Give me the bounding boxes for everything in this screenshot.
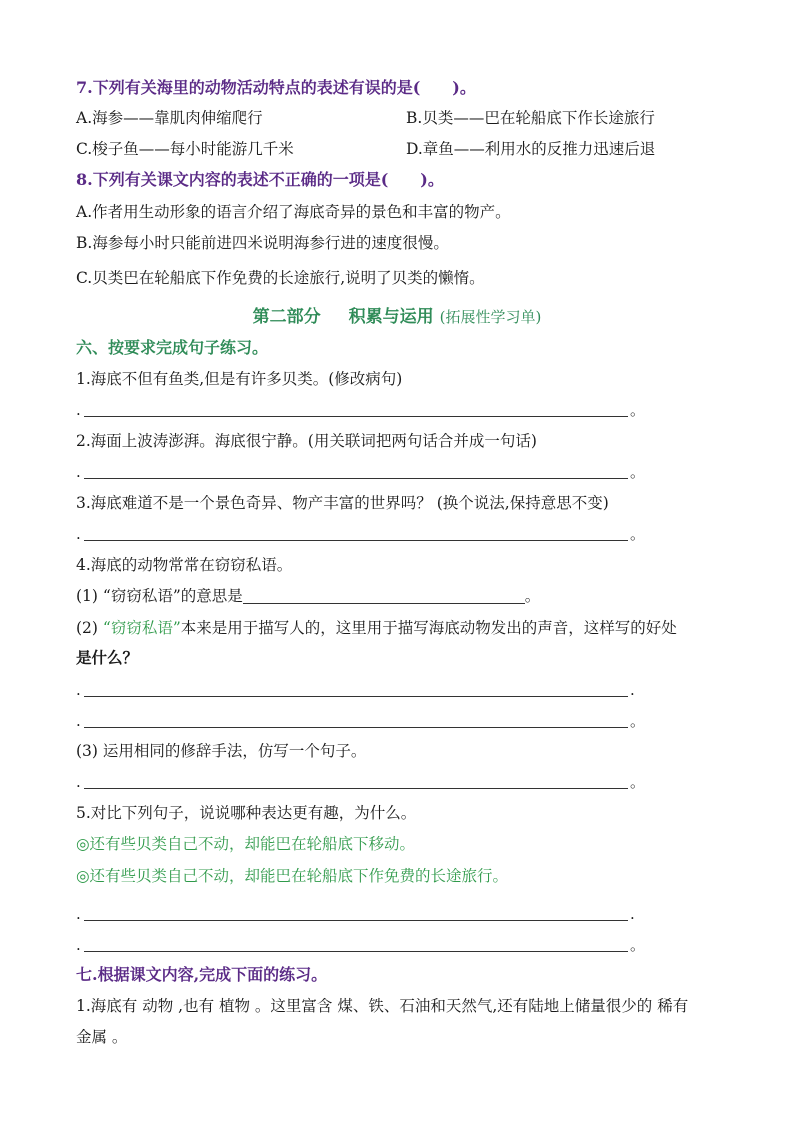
part-two-title-2: 积累与运用 <box>348 307 434 327</box>
question-7-stem: 7.下列有关海里的动物活动特点的表述有误的是( )。 <box>76 78 476 97</box>
worksheet-page: 7.下列有关海里的动物活动特点的表述有误的是( )。 A.海参——靠肌肉伸缩爬行 B.贝类——巴在轮船底下作长途旅行 C.梭子鱼——每小时能游几千米 D.章鱼——利用水的反推力迅速后退 8.下列有关课文内容的表述不正确的一项是( )。 A.作者用生动形象的语言介绍了海底奇异的景色和丰富的物产。 B.海参每小时只能前进四米说明海参行进的速度很慢。 C.贝类巴在轮船底下作免费的长途旅行,说明了贝类的懒惰。 第二部分 积累与运用 (拓展性学习单) 六、按要求完成句子练习。 1.海底不但有鱼类,但是有许多贝类。(修改病句) . 。 2.海面上波涛澎湃。海底很宁静。(用关联词把两句话合并成一句话) . 。 3.海底难道不是一个景色奇异、物产丰富的世界吗？ (换个说法,保持意思不变) . 。 4.海底的动物常常在窃窃私语。 (1) “窃窃私语”的意思是 。 (2) “窃窃私语”本来是用于描写人的，这里用于描写海底动物发出的声音，这样写的好处 是什么？ . . . 。 (3) 运用相同的修辞手法，仿写一个句子。 . 。 5.对比下列句子，说说哪种表达更有趣，为什么。 ◎还有些贝类自己不动，却能巴在轮船底下移动。 ◎还有些贝类自己不动，却能巴在轮船底下作免费的长途旅行。 . . . 。 七.根据课文内容,完成下面的练习。 1.海底有 动物 ,也有 植物 。这里富含 煤、铁、石油和天然气,还有陆地上储量很少的 稀有 金属 。 <box>0 0 794 1123</box>
blank-q4-1[interactable] <box>243 587 525 604</box>
section-6-q4-2: (2) “窃窃私语”本来是用于描写人的，这里用于描写海底动物发出的声音，这样写的好处 <box>76 619 677 637</box>
section-6-q4-1: (1) “窃窃私语”的意思是 。 <box>76 587 541 605</box>
question-7-option-d: D.章鱼——利用水的反推力迅速后退 <box>406 140 656 158</box>
section-7-line-1: 1.海底有 动物 ,也有 植物 。这里富含 煤、铁、石油和天然气,还有陆地上储量很少的 稀有 <box>76 997 689 1015</box>
part-two-title: 第二部分 <box>252 307 321 327</box>
section-6-q3: 3.海底难道不是一个景色奇异、物产丰富的世界吗？ (换个说法,保持意思不变) <box>76 494 609 512</box>
section-6-q4-3: (3) 运用相同的修辞手法，仿写一个句子。 <box>76 742 367 760</box>
question-8-option-c: C.贝类巴在轮船底下作免费的长途旅行,说明了贝类的懒惰。 <box>76 269 485 287</box>
question-8-option-a: A.作者用生动形象的语言介绍了海底奇异的景色和丰富的物产。 <box>76 203 511 221</box>
section-6-heading: 六、按要求完成句子练习。 <box>76 338 269 357</box>
section-6-q5-sentence-2: ◎还有些贝类自己不动，却能巴在轮船底下作免费的长途旅行。 <box>76 867 509 885</box>
question-8-stem: 8.下列有关课文内容的表述不正确的一项是( )。 <box>76 170 444 189</box>
section-6-q5: 5.对比下列句子，说说哪种表达更有趣，为什么。 <box>76 804 417 822</box>
section-6-q1: 1.海底不但有鱼类,但是有许多贝类。(修改病句) <box>76 370 403 388</box>
quoted-phrase: “窃窃私语” <box>102 619 181 637</box>
question-7-options-row-1 <box>76 108 655 128</box>
question-7-options-row-2 <box>76 139 656 159</box>
question-8-option-b: B.海参每小时只能前进四米说明海参行进的速度很慢。 <box>76 234 449 252</box>
part-two-heading <box>0 302 794 327</box>
section-6-q5-sentence-1: ◎还有些贝类自己不动，却能巴在轮船底下移动。 <box>76 835 416 853</box>
question-7-option-a: A.海参——靠肌肉伸缩爬行 <box>76 109 263 127</box>
section-6-q4: 4.海底的动物常常在窃窃私语。 <box>76 556 293 574</box>
part-two-subtitle: (拓展性学习单) <box>439 308 542 326</box>
section-6-q4-2-cont: 是什么？ <box>76 648 139 667</box>
section-6-q2: 2.海面上波涛澎湃。海底很宁静。(用关联词把两句话合并成一句话) <box>76 432 537 450</box>
section-7-heading: 七.根据课文内容,完成下面的练习。 <box>76 965 328 984</box>
question-7-option-b: B.贝类——巴在轮船底下作长途旅行 <box>406 109 655 127</box>
question-7-option-c: C.梭子鱼——每小时能游几千米 <box>76 140 294 158</box>
section-7-line-2: 金属 。 <box>76 1028 128 1046</box>
